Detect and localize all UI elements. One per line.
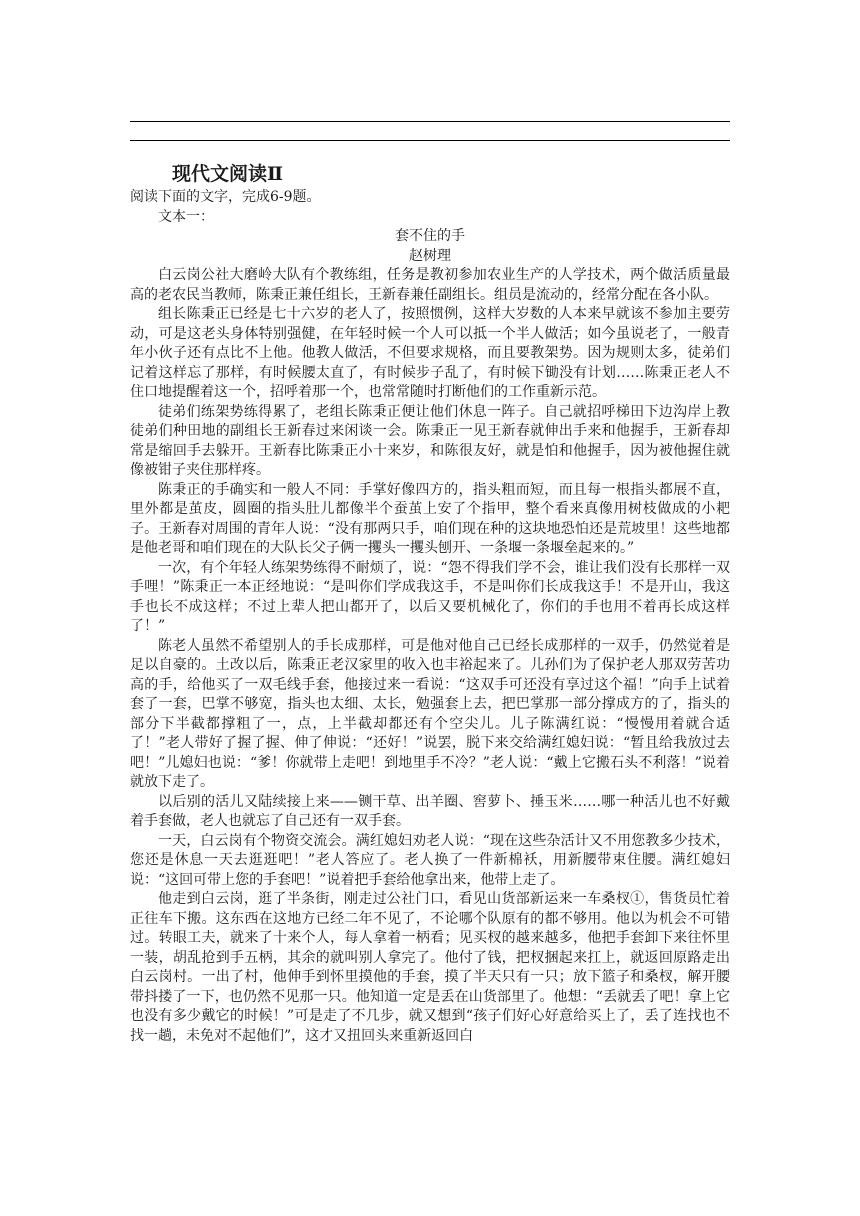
instruction-text: 阅读下面的文字，完成6-9题。 [130,189,321,205]
header-rule-top [130,121,730,122]
header-rule-bottom [130,140,730,141]
paragraph: 陈秉正的手确实和一般人不同：手掌好像四方的，指头粗而短，而且每一根指头都展不直，里外都是茧皮，圆圈的指头肚儿都像半个蚕茧上安了个指甲，整个看来真像用树枝做成的小耙子。王新春对周围的青年人说：“没有那两只手，咱们现在种的这块地恐怕还是荒坡里！这些地都是他老哥和咱们现在的大队长父子俩一攫头一攫头刨开、一条堰一条堰垒起来的。” [130,481,730,556]
paragraph: 一次，有个年轻人练架势练得不耐烦了，说：“怨不得我们学不会，谁让我们没有长那样一双手哩！”陈秉正一本正经地说：“是叫你们学成我这手，不是叫你们长成我这手！不是开山，我这手也长不成这样；不过上辈人把山都开了，以后又要机械化了，你们的手也用不着再长成这样了！” [130,559,730,634]
text-label: 文本一： [158,208,214,225]
paragraph: 他走到白云岗，逛了半条街，刚走过公社门口，看见山货部新运来一车桑杈①，售货员忙着正往车下搬。这东西在这地方已经二年不见了，不论哪个队原有的都不够用。他以为机会不可错过。转眼工夫，就来了十来个人，每人拿着一柄看；见买杈的越来越多，他把手套卸下来往怀里一装，胡乱抢到手五柄，其余的就叫别人拿完了。他付了钱，把杈捆起来扛上，就返回原路走出白云岗村。一出了村，他伸手到怀里摸他的手套，摸了半天只有一只；放下篮子和桑杈，解开腰带抖搂了一下，也仍然不见那一只。他知道一定是丢在山货部里了。他想：“丢就丢了吧！拿上它也没有多少戴它的时候！”可是走了不几步，就又想到“孩子们好心好意给买上了，丢了连找也不找一趟，未免对不起他们”，这才又扭回头来重新返回白 [130,891,730,1044]
paragraph: 白云岗公社大磨岭大队有个教练组，任务是教初参加农业生产的人学技术，两个做活质量最高的老农民当教师，陈秉正兼任组长，王新春兼任副组长。组员是流动的，经常分配在各小队。 [130,267,730,303]
paragraph: 以后别的活儿又陆续接上来——铡干草、出羊圈、窖萝卜、捶玉米……哪一种活儿也不好戴着手套做，老人也就忘了自己还有一双手套。 [130,793,730,829]
story-author: 赵树理 [409,247,451,264]
story-title: 套不住的手 [395,228,465,244]
paragraph: 一天，白云岗有个物资交流会。满红媳妇劝老人说：“现在这些杂活计又不用您教多少技术，您还是休息一天去逛逛吧！”老人答应了。老人换了一件新棉袄，用新腰带束住腰。满红媳妇说：“这回可带上您的手套吧！”说着把手套给他拿出来，他带上走了。 [130,832,730,888]
paragraph: 组长陈秉正已经是七十六岁的老人了，按照惯例，这样大岁数的人本来早就该不参加主要劳动，可是这老头身体特别强健，在年轻时候一个人可以抵一个半人做活；如今虽说老了，一般青年小伙子还有点比不上他。他教人做活，不但要求规格，而且要教架势。因为规则太多，徒弟们记着这样忘了那样，有时候腰太直了，有时候步子乱了，有时候下锄没有计划……陈秉正老人不住口地提醒着这一个，招呼着那一个，也常常随时打断他们的工作重新示范。 [130,306,730,400]
paragraph: 徒弟们练架势练得累了，老组长陈秉正便让他们休息一阵子。自己就招呼梯田下边沟岸上教徒弟们种田地的副组长王新春过来闲谈一会。陈秉正一见王新春就伸出手来和他握手，王新春却常是缩回手去躲开。王新春比陈秉正小十来岁，和陈很友好，就是怕和他握手，因为被他握住就像被钳子夹住那样疼。 [130,403,730,478]
document-body [130,160,730,1046]
paragraph: 陈老人虽然不希望别人的手长成那样，可是他对他自己已经长成那样的一双手，仍然觉着是足以自豪的。土改以后，陈秉正老汉家里的收入也丰裕起来了。儿孙们为了保护老人那双劳苦功高的手，给他买了一双毛线手套，他接过来一看说：“这双手可还没有享过这个福！”向手上试着套了一套，巴掌不够宽，指头也太细、太长，勉强套上去，把巴掌那一部分撑成方的了，指头的部分下半截都撑粗了一，点，上半截却都还有个空尖儿。儿子陈满红说：“慢慢用着就合适了！”老人带好了握了握、伸了伸说：“还好！”说罢，脱下来交给满红媳妇说：“暂且给我放过去吧！”儿媳妇也说：“爹！你就带上走吧！到地里手不冷？”老人说：“戴上它搬石头不利落！”说着就放下走了。 [130,637,730,790]
section-title: 现代文阅读Ⅱ [172,163,284,185]
